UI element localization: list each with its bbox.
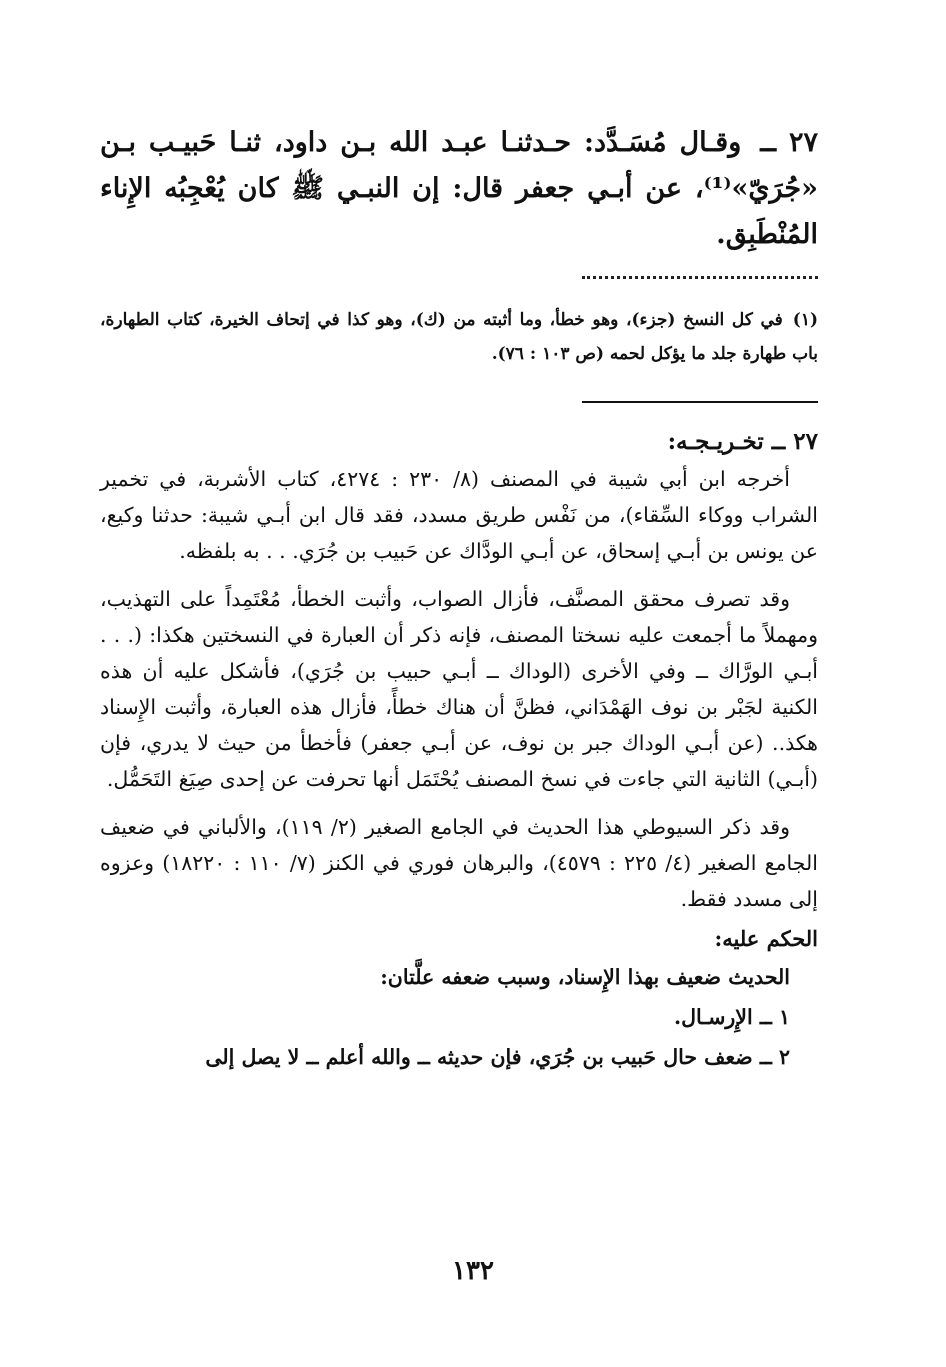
page-body: [100, 120, 818, 1367]
footnote-text: في كل النسخ (جزء)، وهو خطأ، وما أثبته من (ك)، وهو كذا في إتحاف الخيرة، كتاب الطهارة، باب طهارة جلد ما يؤكل لحمه (ص ١٠٣ : ٧٦).: [100, 310, 818, 364]
ruling-item-2: ٢ ــ ضعف حال حَبيب بن جُرَي، فإن حديثه ــ والله أعلم ــ لا يصل إلى: [205, 1045, 790, 1069]
footnote-separator: [582, 276, 818, 279]
section-separator: [582, 401, 818, 403]
hadith-body: وقـال مُسَـدَّد: حـدثنـا عبـد الله بـن داود، ثنـا حَبيـب بـن «جُرَيّ»⁽¹⁾، عن أبـي جعفر قال: إن النبـي ﷺ كان يُعْجِبُه الإِناء المُنْطَبِق.: [100, 127, 818, 250]
ruling-heading: الحكم عليه:: [714, 926, 818, 951]
hadith-text: [100, 120, 818, 258]
takhrij-paragraph-3: وقد ذكر السيوطي هذا الحديث في الجامع الصغير (٢/ ١١٩)، والألباني في ضعيف الجامع الصغير (٤/ ٢٢٥ : ٤٥٧٩)، والبرهان فوري في الكنز (٧/ ١١٠ : ١٨٢٢٠) وعزوه إلى مسدد فقط.: [100, 815, 818, 911]
takhrij-paragraph-2: وقد تصرف محقق المصنَّف، فأزال الصواب، وأثبت الخطأ، مُعْتَمِداً على التهذيب، ومهملاً ما أجمعت عليه نسختا المصنف، فإنه ذكر أن العبارة في النسختين هكذا: (. . . أبـي الورَّاك ــ وفي الأخرى (الوداك ــ أبـي حبيب بن جُرَي)، فأشكل عليه أن هذه الكنية لجَبْر بن نوف الهَمْدَاني، فظنَّ أن هناك خطأً، فأزال هذه العبارة، وأثبت الإِسناد هكذ.. (عن أبـي الوداك جبر بن نوف، عن أبـي جعفر) فأخطأ من حيث لا يدري، فإن (أبـي) الثانية التي جاءت في نسخ المصنف يُحْتَمَل أنها تحرفت عن إحدى صِيَغ التَحَمُّل.: [100, 587, 818, 791]
ruling-item-1: ١ ــ الإِرسـال.: [673, 1005, 790, 1029]
page-number: ١٣٢: [452, 1256, 494, 1286]
takhrij-paragraph-1: أخرجه ابن أبي شيبة في المصنف (٨/ ٢٣٠ : ٤٢٧٤، كتاب الأشربة، في تخمير الشراب ووكاء السِّقاء)، من نَفْس طريق مسدد، فقد قال ابن أبـي شيبة: حدثنا وكيع، عن يونس بن أبـي إسحاق، عن أبـي الودَّاك عن حَبيب بن جُرَي. . . به بلفظه.: [100, 467, 818, 563]
hadith-number: ٢٧ ــ: [760, 127, 818, 158]
ruling-intro: الحديث ضعيف بهذا الإِسناد، وسبب ضعفه علَّتان:: [380, 965, 790, 989]
footnote: [100, 303, 818, 371]
takhrij-heading: ٢٧ ــ تخـريـجـه:: [667, 428, 818, 455]
footnote-marker: (١): [792, 310, 818, 330]
